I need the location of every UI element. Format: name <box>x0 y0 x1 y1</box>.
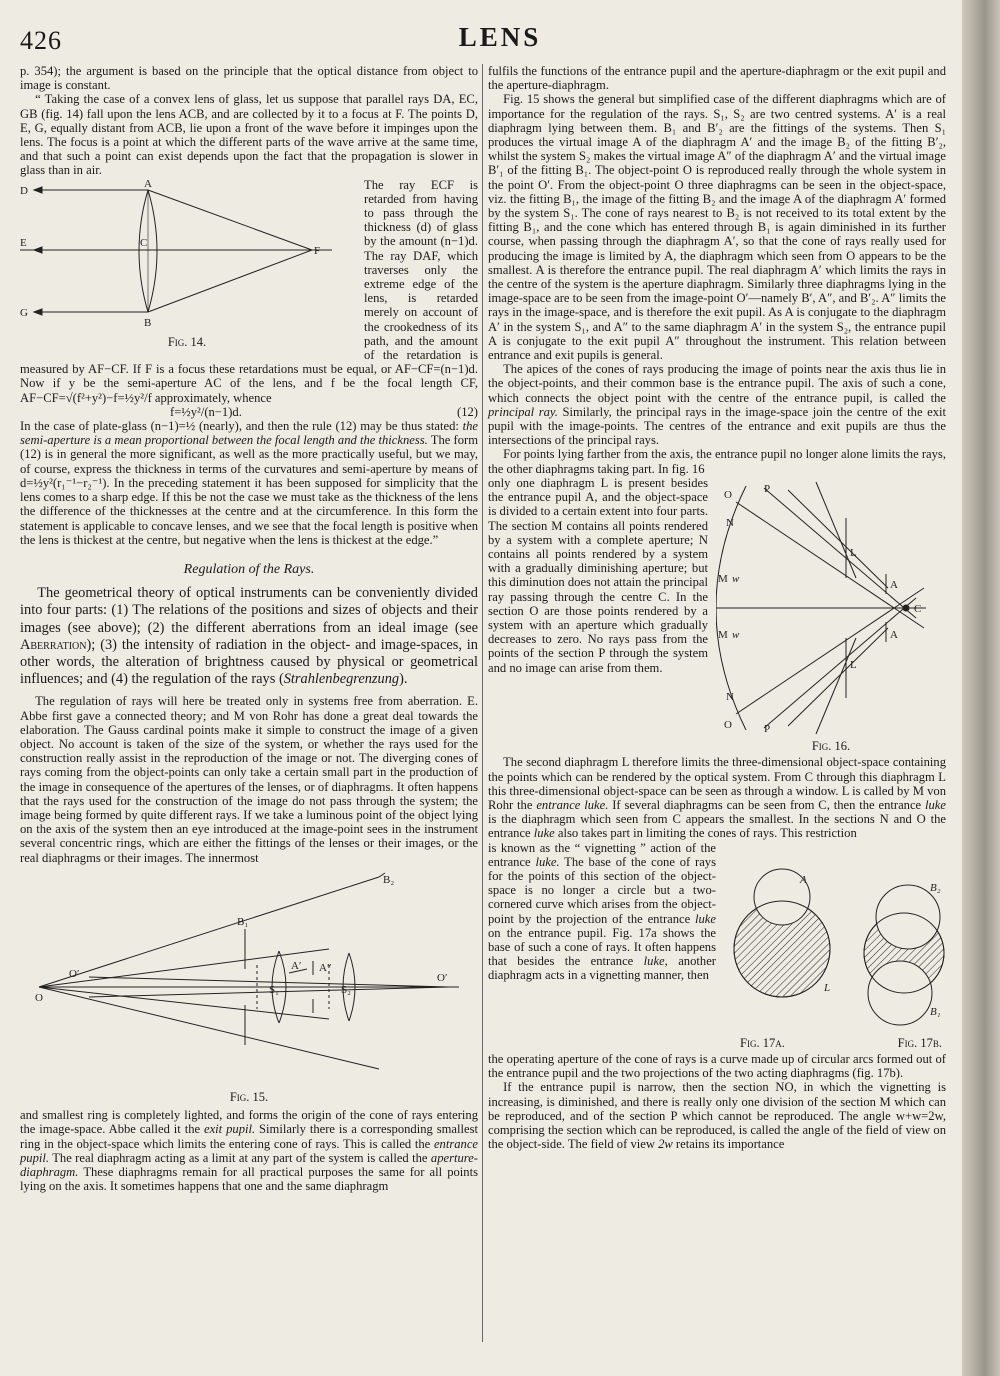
fig16-label-n-bottom: N <box>726 690 734 703</box>
italic-run: exit pupil. <box>204 1122 256 1137</box>
fig16-label-l-bottom: L <box>850 658 857 671</box>
fig16-label-l-top: L <box>850 546 857 559</box>
small-caps-run: Aberration <box>20 636 87 653</box>
figure-16 <box>716 478 946 753</box>
paragraph: p. 354); the argument is based on the principle that the optical distance from object to image is constant. <box>20 64 478 93</box>
fig15-label-o-prime-right: O′ <box>437 971 448 984</box>
fig15-label-b1: B₁ <box>237 915 249 928</box>
figure-16-drawing <box>716 478 946 736</box>
left-column <box>20 64 478 1193</box>
figure-15-caption: Fig. 15. <box>229 1089 269 1104</box>
paragraph: only one diaphragm L is present besides the entrance pupil A, and the object-space is divided to a certain extent into four parts. The section M contains all points rendered by a system with a complete aperture; N contains all points rendered by a system with a gradually diminishing aperture; but this diminution does not attain the principal ray passing through the centre C. In the section O are those points rendered by a system with an aperture which gradually decreases to zero. No rays pass from the points of the section P through the system and no image can arise from them. <box>488 475 708 675</box>
fig14-label-c: C <box>140 236 148 249</box>
fig16-label-a-bottom: A <box>890 628 898 641</box>
figure-16-caption: Fig. 16. <box>811 739 851 754</box>
paragraph: Fig. 15 shows the general but simplified case of the different diaphragms which are of importance for the regulation of the rays. S₁, S₂ are two centred systems. A′ is a real diaphragm lying between them. B₁ and B′₂ are the fittings of the systems. Then S₁ produces the virtual image A of the diaphragm A′ and the image B₂ of the fitting B′₂, whilst the system S₂ makes the virtual image A″ of the diaphragm A′ and the virtual image B′₁ of the fitting B₁. The object-point O is reproduced really through the whole system in the point O′. From the object-point O three diaphragms can be seen in the object-space, viz. the fitting B₁, the image of the fitting B₂ and the image A of the diaphragm A′ formed by the system S₁. The cone of rays nearest to B₂ is not received to its total extent by the fitting B₁, and the cone which has entered through B₁ is again diminished in its further course, when passing through the diaphragm A′, so that the cone of rays really used for producing the image is limited by A, the diaphragm which seen from O appears to be the smallest. A is therefore the entrance pupil. The real diaphragm A′ which limits the rays in the centre of the system is the aperture diaphragm. Similarly three diaphragms lying in the image-space are to be seen from the image-point O′—namely B′, A″, and B′₂. A″ limits the rays in the image-space, and is therefore the exit pupil. As A is conjugate to the diaphragm A′ in the system S₁, and A″ to the same diaphragm A′ in the system S₂, the entrance pupil A is conjugate to the exit pupil A″ throughout the instrument. This relation between entrance and exit pupils is general. <box>488 92 946 363</box>
italic-run: 2w <box>658 1137 673 1152</box>
italic-run: entrance pupil. <box>20 1136 478 1165</box>
fig15-label-o: O <box>35 991 43 1004</box>
text-run: is known as the “ vignetting ” action of the entrance <box>488 840 716 869</box>
italic-run: principal ray. <box>488 404 558 419</box>
text-run: The second diaphragm L therefore limits the three-dimensional object-space containing the points which can be rendered by the optical system. From C through this diaphragm L this three-dimensional object-space can be seen as through a window. L is called by M von Rohr the <box>488 755 946 812</box>
fig17b-label-b1: B₁ <box>930 1005 941 1018</box>
fig16-label-p-top: P <box>764 482 771 495</box>
page-number: 426 <box>20 26 62 55</box>
figure-14-caption: Fig. 14. <box>167 334 207 349</box>
section-title: Regulation of the Rays. <box>183 561 315 577</box>
fig14-label-f: F <box>314 244 321 257</box>
paragraph <box>20 1108 478 1193</box>
figure-14 <box>20 180 354 350</box>
italic-run: the semi-aperture is a mean proportional between the focal length and the thickness. <box>20 419 478 448</box>
formula-number: (12) <box>457 404 478 419</box>
figure-15 <box>29 869 469 1104</box>
book-edge-shadow <box>962 0 1000 1376</box>
fig16-label-m-bottom: M <box>718 628 728 641</box>
text-run: The geometrical theory of optical instruments can be conveniently divided into four parts: (1) The relations of the positions and sizes of objects and their images (see above); (2) the different aberrations from an ideal image (see <box>20 585 478 636</box>
fig15-label-b2: B₂ <box>383 873 395 886</box>
text-run: The real diaphragm acting as a limit at any part of the system is called the <box>49 1150 431 1165</box>
paragraph: fulfils the functions of the entrance pupil and the aperture-diaphragm or the exit pupil and the aperture-diaphragm. <box>488 64 946 93</box>
italic-run: entrance luke. <box>536 797 609 812</box>
fig14-label-e: E <box>20 236 27 249</box>
text-run: on the entrance pupil. Fig. 17a shows the base of such a cone of rays. It often happens that besides the entrance <box>488 925 716 969</box>
figure-17-drawing <box>724 843 946 1033</box>
figure-17b-caption: Fig. 17b. <box>897 1035 942 1050</box>
text-run: The apices of the cones of rays producing the image of points near the axis thus lie in the object-points, and their common base is the entrance pupil. The axis of such a cone, which connects the object point with the centre of the entrance pupil, is called the <box>488 362 946 405</box>
fig16-label-o-bottom: O <box>724 718 732 731</box>
fig15-label-o-prime-left: O′ <box>69 967 80 980</box>
fig14-label-g: G <box>20 306 28 319</box>
text-run: Similarly there is a corresponding smallest ring in the object-space which limits the entering cone of rays. This is called the <box>20 1122 478 1151</box>
fig16-label-p-bottom: P <box>764 722 771 735</box>
italic-run: luke <box>925 797 946 812</box>
text-run: If several diaphragms can be seen from C, then the entrance <box>608 797 926 812</box>
text-run: ); (3) the intensity of radiation in the object- and image-spaces, in other words, the alteration of brightness caused by physical or geometrical influences; and (4) the regulation of the rays ( <box>20 636 478 688</box>
fig16-label-a-top: A <box>890 578 898 591</box>
formula-12 <box>20 405 478 419</box>
fig14-label-d: D <box>20 184 28 197</box>
figure-17a-caption: Fig. 17a. <box>740 1035 785 1050</box>
fig14-label-a: A <box>144 179 152 190</box>
italic-run: luke <box>695 911 716 926</box>
text-run: These diaphragms remain for all practical purposes the same for all points lying on the axis. It sometimes happens that one and the same diaphragm <box>20 1164 478 1194</box>
fig15-label-a-double-prime: A″ <box>319 961 332 974</box>
fig15-label-a-prime: A′ <box>291 959 302 972</box>
text-run: In the case of plate-glass (n−1)=½ (nearly), and then the rule (12) may be thus stated: <box>20 419 463 434</box>
paragraph: the operating aperture of the cone of rays is a curve made up of circular arcs formed out of the entrance pupil and the two projections of the two acting diaphragms (fig. 17b). <box>488 1051 946 1081</box>
fig15-label-s1: S₁ <box>269 983 279 996</box>
text-run: The form (12) is in general the more significant, as well as the more practically useful, but we may, of course, express the thickness in terms of the curvatures and semi-aperture by means of d=½y²(r₁⁻¹−r₂⁻¹). In the preceding statement it has been supposed for simplicity that the lens comes to a sharp edge. If this be not the case we must take as the thickness of the lens the difference of the thicknesses at the centre and at the circumference. In this form the statement is applicable to concave lenses, and we see that the focal length is positive when the lens is thickest at the centre, but negative when the lens is thickest at the edge.” <box>20 433 478 547</box>
italic-run: luke, <box>643 954 668 969</box>
italic-run: aperture-diaphragm. <box>20 1150 478 1179</box>
paragraph <box>488 755 946 840</box>
fig17a-label-l: L <box>824 981 831 994</box>
italic-run: Strahlenbegrenzung <box>283 671 400 688</box>
figure-14-drawing <box>20 180 354 332</box>
paragraph: The ray ECF is retarded from having to pass through the thickness (d) of glass by the amount (n−1)d. The ray DAF, which traverses only the extreme edge of the lens, is retarded merely on account of the crookedness of its path, and the amount of the retardation is measured by AF−CF. If F is a focus these retardations must be equal, or AF−CF=(n−1)d. Now if y be the semi-aperture AC of the lens, and f be the focal length CF, AF−CF=√(f²+y²)−f=½y²/f approximately, whence <box>20 177 478 405</box>
italic-run: luke <box>533 826 555 841</box>
right-column <box>488 64 946 1151</box>
figure-17 <box>724 843 946 1050</box>
column-divider <box>482 64 483 1342</box>
paragraph: The regulation of rays will here be treated only in systems free from aberration. E. Abbe first gave a connected theory; and M von Rohr has done a great deal towards the elaboration. The Gauss cardinal points make it simple to construct the image of a given object. No account is taken of the size of the system, or whether the rays used for the construction really assist in the reproduction of the image or not. The diverging cones of rays coming from the object-points can only take a certain small part in the production of the image in consequence of the apertures of the lenses, or of diaphragms. It often happens that the rays used for the construction of the image do not pass through the system; the image being formed by quite different rays. If we take a luminous point of the object lying on the axis of the system then an eye introduced at the image-point sees in the instrument several concentric rings, which are either the fittings of the lenses or their images, or the real diaphragms or their images. The innermost <box>20 694 478 865</box>
text-run: and smallest ring is completely lighted, and forms the origin of the cone of rays entering the image-space. Abbe called it the <box>20 1108 478 1137</box>
text-run: another diaphragm acts in a vignetting manner, then <box>488 954 716 983</box>
running-head: LENS <box>458 22 542 52</box>
text-run: The base of the cone of rays for the points of this section of the object-space is no longer a circle but a two-cornered curve which arises from the object-point by the projection of the entrance <box>488 854 717 926</box>
text-run: If the entrance pupil is narrow, then the section NO, in which the vignetting is increasing, is diminished, and there is really only one division of the section M which can be reproduced, and of the section P which cannot be reproduced. The angle w+w=2w, comprising the section which can be reproduced, is called the angle of the field of view on the object-side. The field of view <box>488 1080 946 1152</box>
fig17a-label-a: A <box>800 873 807 886</box>
text-run: ). <box>399 671 408 688</box>
text-run: also takes part in limiting the cones of rays. This restriction <box>554 826 857 841</box>
paragraph <box>488 362 946 447</box>
italic-run: luke. <box>535 854 560 869</box>
formula-text: f=½y²/(n−1)d. <box>170 404 242 419</box>
paragraph <box>20 419 478 547</box>
fig16-label-o-top: O <box>724 488 732 501</box>
fig16-label-c: C <box>914 602 922 615</box>
fig16-label-n-top: N <box>726 516 734 529</box>
fig14-label-b: B <box>144 316 152 329</box>
figure-15-drawing <box>29 869 469 1087</box>
paragraph <box>20 585 478 688</box>
fig16-label-w-bottom: w <box>732 628 740 641</box>
text-run: is the diaphragm which seen from C appears the smallest. In the sections N and O the entrance <box>488 812 946 841</box>
fig16-label-w-top: w <box>732 572 740 585</box>
fig17b-label-b2: B₂ <box>930 881 941 894</box>
text-run: retains its importance <box>672 1137 785 1152</box>
fig16-label-m-top: M <box>718 572 728 585</box>
text-run: Similarly, the principal rays in the image-space join the centre of the exit pupil with the image-points. The centres of the entrance and exit pupils are thus the intersections of the principal rays. <box>488 404 946 448</box>
paragraph <box>488 1080 946 1151</box>
fig15-label-s2: S₂ <box>341 983 351 996</box>
paragraph: “ Taking the case of a convex lens of glass, let us suppose that parallel rays DA, EC, GB (fig. 14) fall upon the lens ACB, and are collected by it to a focus at F. The points D, E, G, equally distant from ACB, lie upon a front of the wave before it impinges upon the lens. The focus is a point at which the different parts of the wave arrive at the same time, and that such a point can exist depends upon the fact that the propagation is slower in glass than in air. <box>20 92 478 178</box>
paragraph: For points lying farther from the axis, the entrance pupil no longer alone limits the rays, the other diaphragms taking part. In fig. 16 <box>488 447 946 476</box>
